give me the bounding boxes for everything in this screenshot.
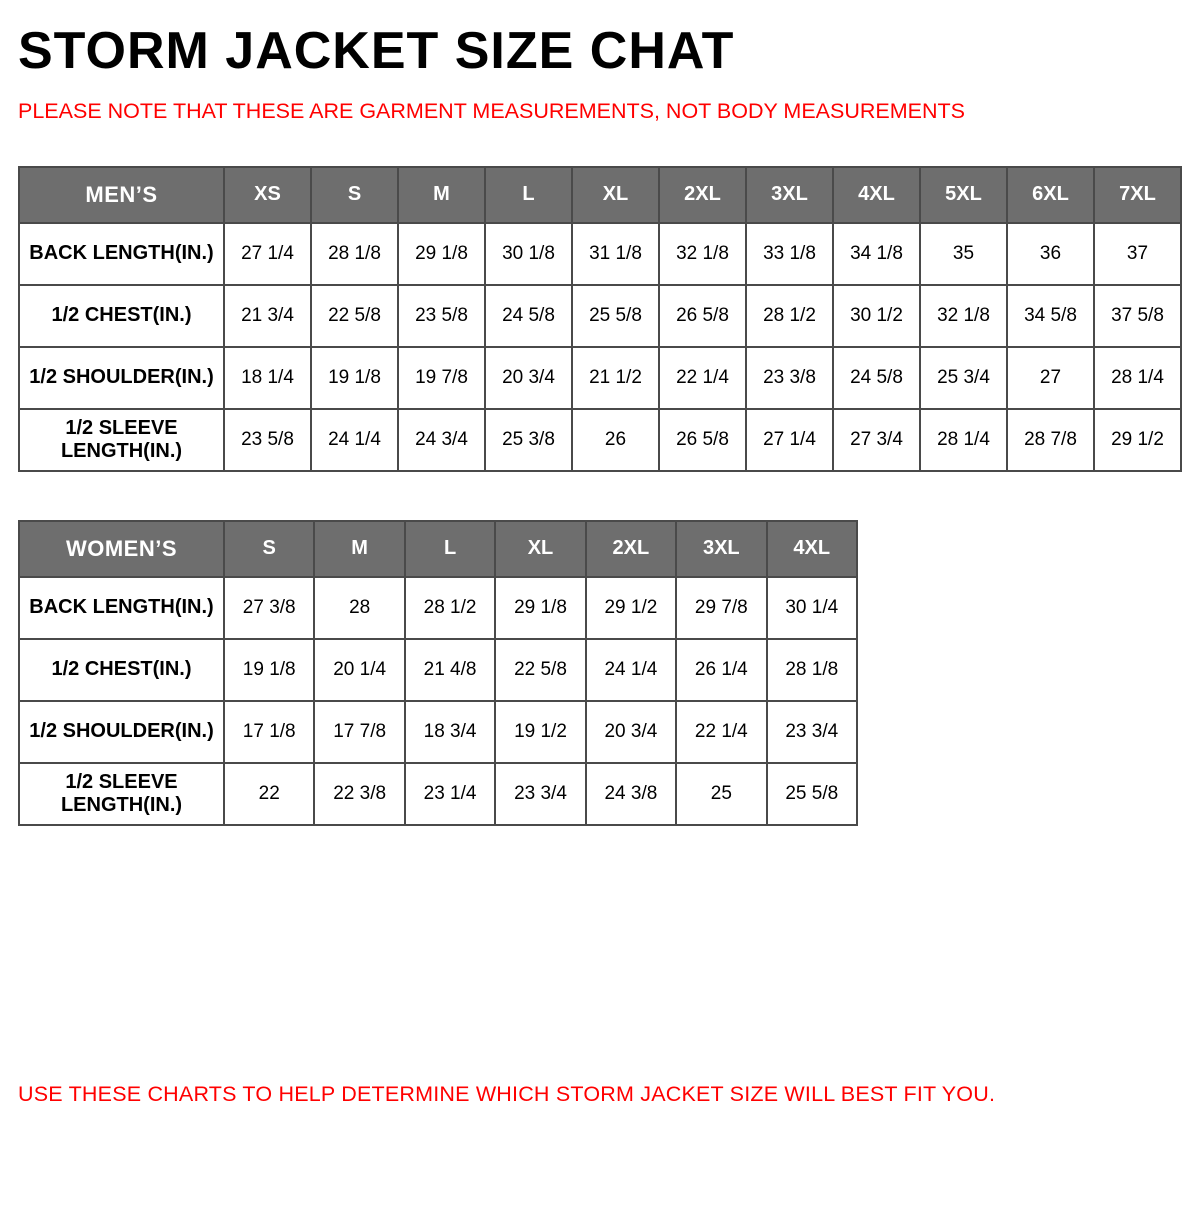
measurement-cell: 36 [1007,223,1094,285]
measurement-cell: 21 1/2 [572,347,659,409]
womens-size-header: L [405,521,495,577]
measurement-cell: 22 5/8 [495,639,585,701]
measurement-cell: 23 1/4 [405,763,495,825]
measurement-cell: 28 1/2 [405,577,495,639]
measurement-cell: 18 3/4 [405,701,495,763]
measurement-cell: 37 [1094,223,1181,285]
mens-size-header: 2XL [659,167,746,223]
measurement-cell: 24 1/4 [586,639,676,701]
measurement-cell: 28 [314,577,404,639]
measurement-cell: 28 7/8 [1007,409,1094,471]
measurement-cell: 22 [224,763,314,825]
table-row [19,285,1181,347]
measurement-cell: 32 1/8 [659,223,746,285]
measurement-cell: 28 1/4 [920,409,1007,471]
measurement-cell: 25 3/8 [485,409,572,471]
top-note: PLEASE NOTE THAT THESE ARE GARMENT MEASUREMENTS, NOT BODY MEASUREMENTS [18,98,965,123]
measurement-cell: 33 1/8 [746,223,833,285]
womens-table-wrap [18,520,1182,826]
mens-size-header: S [311,167,398,223]
measurement-cell: 32 1/8 [920,285,1007,347]
mens-size-header: XL [572,167,659,223]
measurement-cell: 23 3/8 [746,347,833,409]
measurement-cell: 21 4/8 [405,639,495,701]
table-row [19,577,857,639]
mens-size-table [18,166,1182,472]
measurement-cell: 24 3/8 [586,763,676,825]
row-label: BACK LENGTH(IN.) [19,223,224,285]
row-label: 1/2 SLEEVE LENGTH(IN.) [19,409,224,471]
measurement-cell: 24 3/4 [398,409,485,471]
measurement-cell: 28 1/8 [767,639,857,701]
womens-size-header: 4XL [767,521,857,577]
page-title: STORM JACKET SIZE CHAT [18,22,735,80]
measurement-cell: 22 5/8 [311,285,398,347]
table-row [19,701,857,763]
table-row [19,639,857,701]
measurement-cell: 29 1/8 [495,577,585,639]
measurement-cell: 27 3/4 [833,409,920,471]
mens-size-header: 3XL [746,167,833,223]
mens-size-header: L [485,167,572,223]
measurement-cell: 22 1/4 [659,347,746,409]
womens-size-header: 2XL [586,521,676,577]
table-header-row [19,167,1181,223]
womens-table-head [19,521,857,577]
measurement-cell: 29 1/2 [586,577,676,639]
measurement-cell: 22 3/8 [314,763,404,825]
measurement-cell: 19 1/2 [495,701,585,763]
measurement-cell: 22 1/4 [676,701,766,763]
measurement-cell: 23 3/4 [767,701,857,763]
measurement-cell: 24 5/8 [485,285,572,347]
mens-table-wrap [18,166,1182,472]
row-label: 1/2 SHOULDER(IN.) [19,701,224,763]
table-header-row [19,521,857,577]
measurement-cell: 26 [572,409,659,471]
row-label: 1/2 CHEST(IN.) [19,639,224,701]
measurement-cell: 37 5/8 [1094,285,1181,347]
measurement-cell: 27 1/4 [746,409,833,471]
measurement-cell: 30 1/4 [767,577,857,639]
row-label: 1/2 SLEEVE LENGTH(IN.) [19,763,224,825]
mens-size-header: 6XL [1007,167,1094,223]
measurement-cell: 34 5/8 [1007,285,1094,347]
mens-corner-header: MEN’S [19,167,224,223]
measurement-cell: 20 3/4 [485,347,572,409]
measurement-cell: 26 5/8 [659,285,746,347]
mens-size-header: M [398,167,485,223]
measurement-cell: 31 1/8 [572,223,659,285]
measurement-cell: 28 1/8 [311,223,398,285]
measurement-cell: 27 [1007,347,1094,409]
measurement-cell: 26 1/4 [676,639,766,701]
mens-size-header: 5XL [920,167,1007,223]
table-row [19,347,1181,409]
measurement-cell: 35 [920,223,1007,285]
measurement-cell: 20 1/4 [314,639,404,701]
mens-size-header: 7XL [1094,167,1181,223]
measurement-cell: 20 3/4 [586,701,676,763]
row-label: 1/2 SHOULDER(IN.) [19,347,224,409]
womens-size-header: S [224,521,314,577]
row-label: 1/2 CHEST(IN.) [19,285,224,347]
bottom-note: USE THESE CHARTS TO HELP DETERMINE WHICH STORM JACKET SIZE WILL BEST FIT YOU. [18,1082,996,1106]
table-row [19,223,1181,285]
womens-table-body [19,577,857,825]
womens-size-table [18,520,858,826]
row-label: BACK LENGTH(IN.) [19,577,224,639]
measurement-cell: 29 1/8 [398,223,485,285]
measurement-cell: 24 5/8 [833,347,920,409]
womens-size-header: 3XL [676,521,766,577]
measurement-cell: 19 7/8 [398,347,485,409]
measurement-cell: 28 1/2 [746,285,833,347]
measurement-cell: 19 1/8 [224,639,314,701]
mens-size-header: 4XL [833,167,920,223]
measurement-cell: 17 7/8 [314,701,404,763]
mens-size-header: XS [224,167,311,223]
measurement-cell: 23 5/8 [398,285,485,347]
measurement-cell: 23 3/4 [495,763,585,825]
measurement-cell: 19 1/8 [311,347,398,409]
measurement-cell: 21 3/4 [224,285,311,347]
table-row [19,763,857,825]
measurement-cell: 18 1/4 [224,347,311,409]
measurement-cell: 29 1/2 [1094,409,1181,471]
measurement-cell: 25 5/8 [572,285,659,347]
mens-table-head [19,167,1181,223]
measurement-cell: 27 1/4 [224,223,311,285]
mens-table-body [19,223,1181,471]
measurement-cell: 29 7/8 [676,577,766,639]
measurement-cell: 24 1/4 [311,409,398,471]
measurement-cell: 28 1/4 [1094,347,1181,409]
womens-corner-header: WOMEN’S [19,521,224,577]
measurement-cell: 27 3/8 [224,577,314,639]
measurement-cell: 26 5/8 [659,409,746,471]
measurement-cell: 25 [676,763,766,825]
measurement-cell: 30 1/8 [485,223,572,285]
table-row [19,409,1181,471]
measurement-cell: 34 1/8 [833,223,920,285]
measurement-cell: 23 5/8 [224,409,311,471]
womens-size-header: M [314,521,404,577]
size-chart-page [0,24,1200,1224]
womens-size-header: XL [495,521,585,577]
measurement-cell: 25 3/4 [920,347,1007,409]
measurement-cell: 17 1/8 [224,701,314,763]
measurement-cell: 30 1/2 [833,285,920,347]
measurement-cell: 25 5/8 [767,763,857,825]
